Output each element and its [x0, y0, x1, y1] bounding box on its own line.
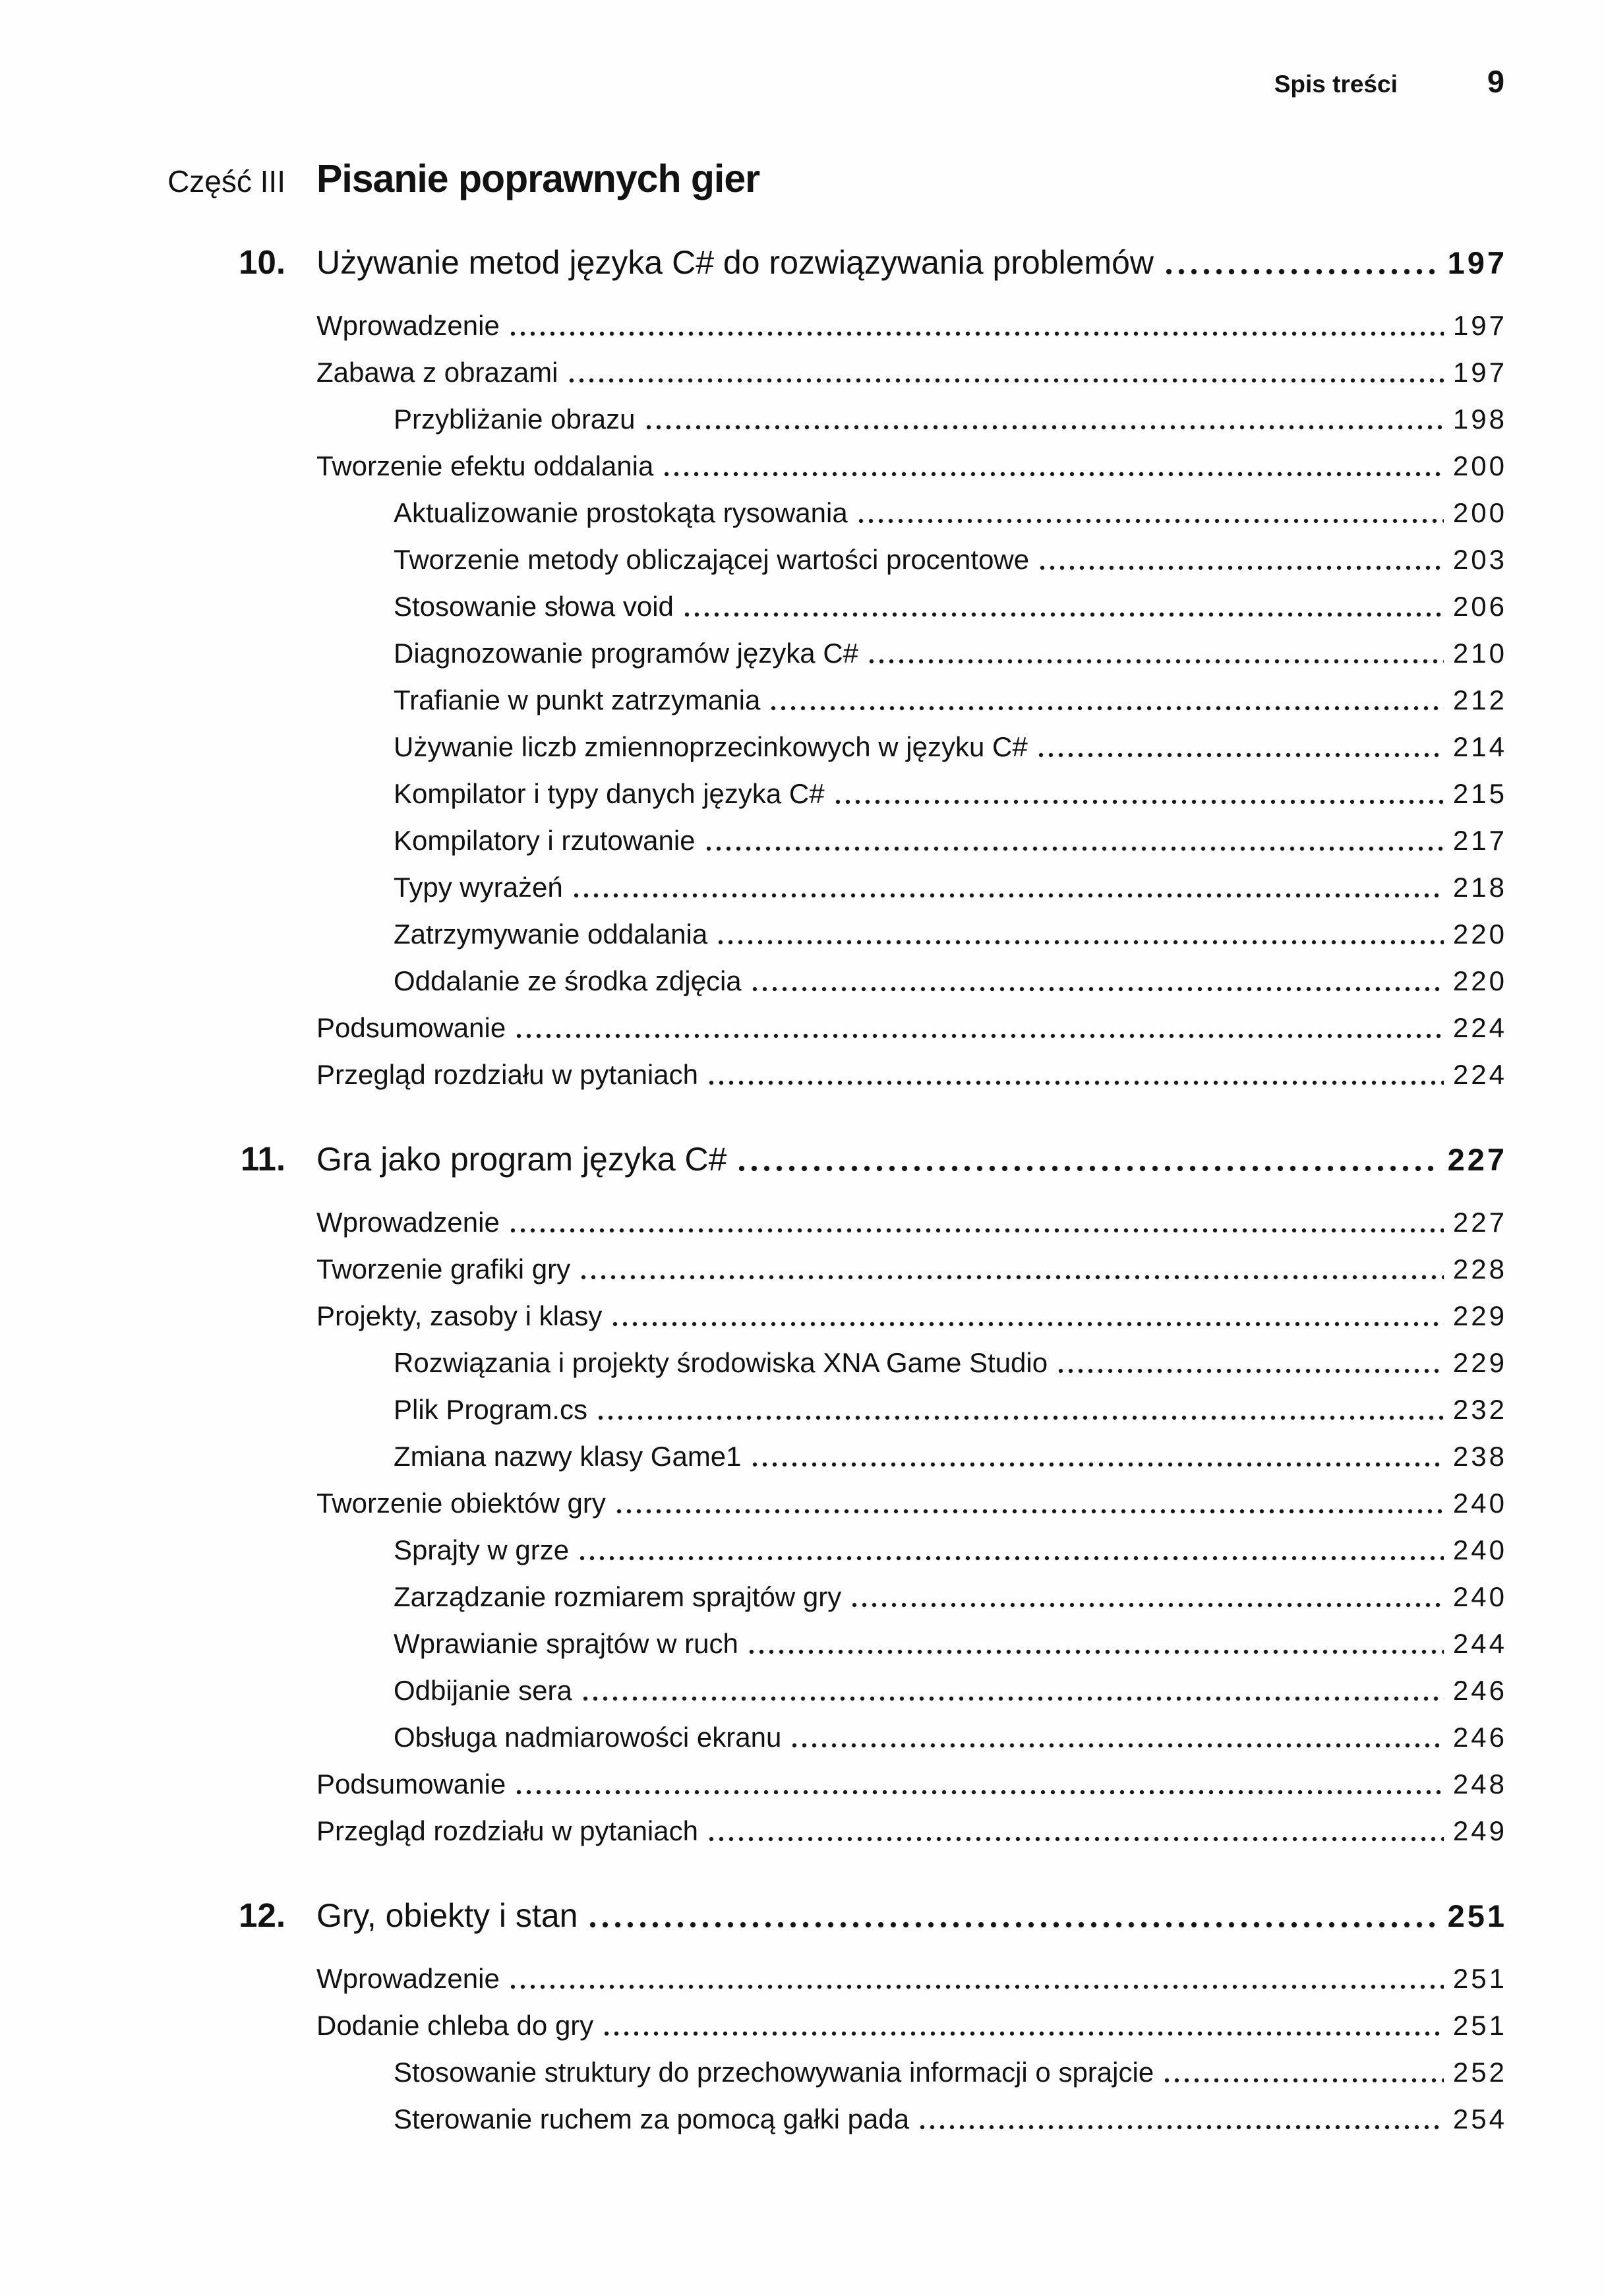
- toc-entry-page-number: 206: [1452, 591, 1507, 622]
- dot-leader: [579, 1556, 1444, 1561]
- toc-entry-page-number: 217: [1452, 825, 1507, 856]
- toc-entry-page-number: 238: [1452, 1441, 1507, 1472]
- toc-entry-page-number: 200: [1452, 450, 1507, 481]
- toc-entry-title: Tworzenie efektu oddalania: [316, 450, 654, 481]
- running-header: [0, 63, 1504, 100]
- toc-entry-content: [316, 1955, 1507, 2002]
- chapter-heading: [0, 1135, 1507, 1184]
- toc-entry: [0, 1004, 1507, 1051]
- toc-entry-page-number: 246: [1452, 1722, 1507, 1753]
- toc-entry-gutter: [0, 1807, 316, 1854]
- dot-leader: [792, 1743, 1444, 1748]
- toc-entry: [0, 911, 1507, 957]
- toc-entry: [0, 302, 1507, 349]
- toc-entry: [0, 2096, 1507, 2142]
- toc-entry-title: Wprawianie sprajtów w ruch: [394, 1628, 738, 1659]
- toc-entry-page-number: 251: [1452, 1963, 1507, 1994]
- dot-leader: [516, 1033, 1444, 1039]
- toc-entry-page-number: 251: [1452, 2010, 1507, 2041]
- running-header-page-number: 9: [1487, 64, 1504, 99]
- toc-entry-title: Tworzenie grafiki gry: [316, 1254, 571, 1284]
- toc-entry: [0, 723, 1507, 770]
- chapter-number: 12.: [239, 1896, 285, 1934]
- toc-entry: [0, 1955, 1507, 2002]
- toc-entry-page-number: 220: [1452, 919, 1507, 950]
- dot-leader: [852, 1602, 1444, 1608]
- toc-entry-gutter: [0, 349, 316, 396]
- chapter-heading: [0, 238, 1507, 287]
- dot-leader: [718, 940, 1444, 945]
- toc-entry-page-number: 254: [1452, 2103, 1507, 2134]
- dot-leader: [664, 471, 1444, 477]
- toc-entry-page-number: 210: [1452, 638, 1507, 669]
- toc-entry-page-number: 220: [1452, 965, 1507, 996]
- dot-leader: [1038, 752, 1444, 758]
- dot-leader: [738, 1165, 1437, 1172]
- toc-entry-content: [316, 723, 1507, 770]
- toc-entry-content: [316, 1246, 1507, 1292]
- toc-entry: [0, 817, 1507, 864]
- toc-entry: [0, 2049, 1507, 2096]
- dot-leader: [589, 1921, 1437, 1928]
- toc-entry-content: [316, 2049, 1507, 2096]
- toc-entry-page-number: 224: [1452, 1012, 1507, 1043]
- toc-entry-title: Przybliżanie obrazu: [394, 404, 636, 435]
- dot-leader: [510, 331, 1444, 336]
- toc-entry-gutter: [0, 396, 316, 442]
- toc-entry-content: [316, 1620, 1507, 1667]
- dot-leader: [646, 425, 1444, 430]
- toc-entry-content: [316, 442, 1507, 489]
- toc-entry: [0, 630, 1507, 677]
- toc-entry-content: [316, 1480, 1507, 1526]
- toc-entry-content: [316, 1714, 1507, 1761]
- dot-leader: [1058, 1368, 1444, 1374]
- toc-entry-gutter: [0, 442, 316, 489]
- toc-entry-title: Rozwiązania i projekty środowiska XNA Game Studio: [394, 1347, 1048, 1378]
- toc-entry-gutter: [0, 1051, 316, 1098]
- toc-entry-gutter: [0, 536, 316, 583]
- toc-entry-gutter: [0, 770, 316, 817]
- toc-entry-title: Odbijanie sera: [394, 1675, 572, 1706]
- chapter-section: [0, 238, 1507, 1098]
- toc-entry-page-number: 252: [1452, 2057, 1507, 2088]
- toc-entry-gutter: [0, 2049, 316, 2096]
- toc-entry-content: [316, 1667, 1507, 1714]
- toc-entry-title: Kompilator i typy danych języka C#: [394, 778, 825, 809]
- toc-entry-content: [316, 396, 1507, 442]
- toc-entry-gutter: [0, 1667, 316, 1714]
- toc-entry-title: Diagnozowanie programów języka C#: [394, 638, 859, 669]
- toc-entry-title: Używanie liczb zmiennoprzecinkowych w języku C#: [394, 731, 1028, 762]
- toc-entry-title: Stosowanie struktury do przechowywania informacji o sprajcie: [394, 2057, 1154, 2088]
- toc-entry-gutter: [0, 489, 316, 536]
- toc-entry: [0, 1761, 1507, 1807]
- dot-leader: [581, 1275, 1444, 1280]
- toc-entry-title: Oddalanie ze środka zdjęcia: [394, 965, 742, 996]
- toc-entry-page-number: 214: [1452, 731, 1507, 762]
- toc-entry-gutter: [0, 1620, 316, 1667]
- toc-entry-content: [316, 1526, 1507, 1573]
- toc-entry-content: [316, 2096, 1507, 2142]
- toc-entry-page-number: 224: [1452, 1059, 1507, 1090]
- chapter-section: [0, 1891, 1507, 2142]
- toc-entry-content: [316, 911, 1507, 957]
- toc-entry-title: Zabawa z obrazami: [316, 357, 558, 388]
- toc-entry-page-number: 240: [1452, 1488, 1507, 1519]
- toc-entry: [0, 442, 1507, 489]
- toc-entry-title: Sterowanie ruchem za pomocą gałki pada: [394, 2103, 910, 2134]
- toc-entry: [0, 489, 1507, 536]
- toc-entry-page-number: 229: [1452, 1347, 1507, 1378]
- toc-entry-gutter: [0, 1526, 316, 1573]
- toc-entry-title: Przegląd rozdziału w pytaniach: [316, 1059, 698, 1090]
- dot-leader: [920, 2125, 1444, 2130]
- toc-entry-page-number: 203: [1452, 544, 1507, 575]
- toc-entry-gutter: [0, 1573, 316, 1620]
- toc-entry: [0, 396, 1507, 442]
- toc-entry-page-number: 212: [1452, 684, 1507, 715]
- toc-entry: [0, 583, 1507, 630]
- toc-entry: [0, 1573, 1507, 1620]
- toc-entry-content: [316, 1761, 1507, 1807]
- toc-entry-title: Dodanie chleba do gry: [316, 2010, 594, 2041]
- toc-entry-content: [316, 1807, 1507, 1854]
- toc-entry-content: [316, 1051, 1507, 1098]
- toc-entry-title: Wprowadzenie: [316, 310, 500, 341]
- toc-entry-gutter: [0, 677, 316, 723]
- toc-entry-page-number: 229: [1452, 1300, 1507, 1331]
- dot-leader: [771, 706, 1444, 711]
- toc-entry-gutter: [0, 1386, 316, 1433]
- dot-leader: [510, 1228, 1444, 1233]
- toc-entry: [0, 1526, 1507, 1573]
- toc-entry-content: [316, 1292, 1507, 1339]
- chapter-heading-content: [316, 1891, 1507, 1941]
- dot-leader: [858, 518, 1444, 524]
- dot-leader: [598, 1415, 1444, 1420]
- toc-entry-page-number: 227: [1452, 1207, 1507, 1238]
- toc-entry-title: Tworzenie metody obliczającej wartości procentowe: [394, 544, 1030, 575]
- toc-entry-title: Trafianie w punkt zatrzymania: [394, 684, 761, 715]
- toc-entry-title: Projekty, zasoby i klasy: [316, 1300, 603, 1331]
- toc-entry: [0, 1807, 1507, 1854]
- toc-entry-gutter: [0, 1004, 316, 1051]
- toc-entry-content: [316, 536, 1507, 583]
- toc-entry-content: [316, 1386, 1507, 1433]
- toc-entry-content: [316, 1573, 1507, 1620]
- chapter-title: Gra jako program języka C#: [316, 1141, 727, 1178]
- toc-entry-page-number: 232: [1452, 1394, 1507, 1425]
- toc-entry-title: Kompilatory i rzutowanie: [394, 825, 696, 856]
- dot-leader: [706, 846, 1444, 851]
- toc-entry-gutter: [0, 817, 316, 864]
- toc-entry: [0, 1199, 1507, 1246]
- toc-entry: [0, 1620, 1507, 1667]
- toc-entry: [0, 770, 1507, 817]
- toc-entry-gutter: [0, 911, 316, 957]
- toc-entry: [0, 957, 1507, 1004]
- toc-entry: [0, 1667, 1507, 1714]
- toc-entry-content: [316, 1004, 1507, 1051]
- chapter-page-number: 197: [1447, 245, 1507, 280]
- dot-leader: [1164, 2078, 1444, 2083]
- toc-entry-page-number: 198: [1452, 404, 1507, 435]
- toc-entry: [0, 2002, 1507, 2049]
- dot-leader: [510, 1984, 1444, 1989]
- part-label: Część III: [167, 164, 285, 198]
- toc-entry-content: [316, 1433, 1507, 1480]
- dot-leader: [574, 893, 1444, 898]
- running-header-title: Spis treści: [1274, 71, 1398, 98]
- toc-entry-title: Plik Program.cs: [394, 1394, 588, 1425]
- toc-entry: [0, 1386, 1507, 1433]
- dot-leader: [1040, 565, 1444, 570]
- toc-entry-content: [316, 864, 1507, 911]
- toc-entry-gutter: [0, 1480, 316, 1526]
- dot-leader: [752, 986, 1444, 992]
- toc-entry-gutter: [0, 1714, 316, 1761]
- toc-entry-page-number: 248: [1452, 1768, 1507, 1799]
- toc-entry: [0, 1714, 1507, 1761]
- toc-entry-title: Wprowadzenie: [316, 1963, 500, 1994]
- dot-leader: [869, 659, 1444, 664]
- toc-entry-content: [316, 1199, 1507, 1246]
- toc-entry-content: [316, 1339, 1507, 1386]
- toc-entry: [0, 1246, 1507, 1292]
- toc-entry-content: [316, 630, 1507, 677]
- chapter-title: Gry, obiekty i stan: [316, 1897, 578, 1934]
- toc-entry-gutter: [0, 1955, 316, 2002]
- toc-entry-title: Przegląd rozdziału w pytaniach: [316, 1815, 698, 1846]
- chapter-heading-content: [316, 238, 1507, 287]
- part-title: Pisanie poprawnych gier: [316, 157, 760, 200]
- chapter-heading: [0, 1891, 1507, 1941]
- toc-entry-title: Podsumowanie: [316, 1012, 506, 1043]
- toc-entry-page-number: 215: [1452, 778, 1507, 809]
- dot-leader: [752, 1462, 1444, 1467]
- toc-entry-page-number: 246: [1452, 1675, 1507, 1706]
- toc-entry-title: Stosowanie słowa void: [394, 591, 674, 622]
- chapter-entries: [0, 1199, 1507, 1854]
- toc-entry-content: [316, 489, 1507, 536]
- toc-entry-title: Obsługa nadmiarowości ekranu: [394, 1722, 782, 1753]
- dot-leader: [1166, 268, 1437, 275]
- dot-leader: [569, 378, 1444, 383]
- chapter-title: Używanie metod języka C# do rozwiązywania problemów: [316, 244, 1154, 281]
- chapter-page-number: 251: [1447, 1898, 1507, 1933]
- toc-entry-page-number: 197: [1452, 310, 1507, 341]
- toc-entry-title: Zatrzymywanie oddalania: [394, 919, 708, 950]
- toc-entry-page-number: 249: [1452, 1815, 1507, 1846]
- toc-entry-page-number: 228: [1452, 1254, 1507, 1284]
- toc-entry-content: [316, 2002, 1507, 2049]
- toc-entry-title: Tworzenie obiektów gry: [316, 1488, 606, 1519]
- toc-entry: [0, 677, 1507, 723]
- toc-entry-gutter: [0, 957, 316, 1004]
- dot-leader: [709, 1080, 1444, 1085]
- chapter-list: [0, 238, 1507, 2142]
- chapter-number: 10.: [239, 243, 285, 281]
- toc-entry-content: [316, 677, 1507, 723]
- chapter-page-number: 227: [1447, 1142, 1507, 1177]
- toc-entry-page-number: 240: [1452, 1534, 1507, 1565]
- toc-entry-page-number: 240: [1452, 1581, 1507, 1612]
- dot-leader: [749, 1649, 1444, 1654]
- toc-entry-content: [316, 583, 1507, 630]
- toc-entry-title: Podsumowanie: [316, 1768, 506, 1799]
- toc-entry-gutter: [0, 583, 316, 630]
- dot-leader: [835, 799, 1444, 804]
- toc-entry: [0, 1051, 1507, 1098]
- toc-entry-content: [316, 957, 1507, 1004]
- toc-entry-gutter: [0, 1199, 316, 1246]
- dot-leader: [604, 2031, 1444, 2036]
- toc-entry-content: [316, 349, 1507, 396]
- toc-entry-gutter: [0, 1292, 316, 1339]
- toc-entry-gutter: [0, 1246, 316, 1292]
- toc-entry-page-number: 197: [1452, 357, 1507, 388]
- dot-leader: [616, 1509, 1444, 1514]
- toc-entry-gutter: [0, 723, 316, 770]
- toc-entry: [0, 349, 1507, 396]
- toc-entry-page-number: 244: [1452, 1628, 1507, 1659]
- toc-entry-gutter: [0, 1339, 316, 1386]
- dot-leader: [612, 1321, 1444, 1327]
- toc-entry: [0, 536, 1507, 583]
- toc-entry-page-number: 200: [1452, 497, 1507, 528]
- chapter-section: [0, 1135, 1507, 1854]
- chapter-heading-content: [316, 1135, 1507, 1184]
- toc-entry-title: Aktualizowanie prostokąta rysowania: [394, 497, 848, 528]
- toc-entry-title: Zarządzanie rozmiarem sprajtów gry: [394, 1581, 842, 1612]
- toc-entry-content: [316, 770, 1507, 817]
- toc-entry: [0, 1292, 1507, 1339]
- toc-entry-content: [316, 817, 1507, 864]
- chapter-entries: [0, 1955, 1507, 2142]
- toc-entry: [0, 1433, 1507, 1480]
- chapter-number: 11.: [240, 1140, 285, 1178]
- dot-leader: [684, 612, 1444, 617]
- toc-entry-title: Wprowadzenie: [316, 1207, 500, 1238]
- toc-entry-gutter: [0, 2096, 316, 2142]
- dot-leader: [516, 1790, 1444, 1795]
- part-heading: [0, 156, 1504, 201]
- toc-entry-gutter: [0, 864, 316, 911]
- toc-entry-gutter: [0, 2002, 316, 2049]
- toc-entry-title: Zmiana nazwy klasy Game1: [394, 1441, 742, 1472]
- toc-entry: [0, 1480, 1507, 1526]
- toc-entry-gutter: [0, 630, 316, 677]
- toc-entry: [0, 1339, 1507, 1386]
- dot-leader: [709, 1836, 1444, 1842]
- toc-entry-gutter: [0, 1761, 316, 1807]
- toc-entry: [0, 864, 1507, 911]
- toc-entry-gutter: [0, 302, 316, 349]
- chapter-entries: [0, 302, 1507, 1098]
- dot-leader: [583, 1696, 1444, 1701]
- toc-entry-page-number: 218: [1452, 872, 1507, 903]
- toc-entry-gutter: [0, 1433, 316, 1480]
- toc-entry-content: [316, 302, 1507, 349]
- toc-entry-title: Sprajty w grze: [394, 1534, 570, 1565]
- toc-entry-title: Typy wyrażeń: [394, 872, 563, 903]
